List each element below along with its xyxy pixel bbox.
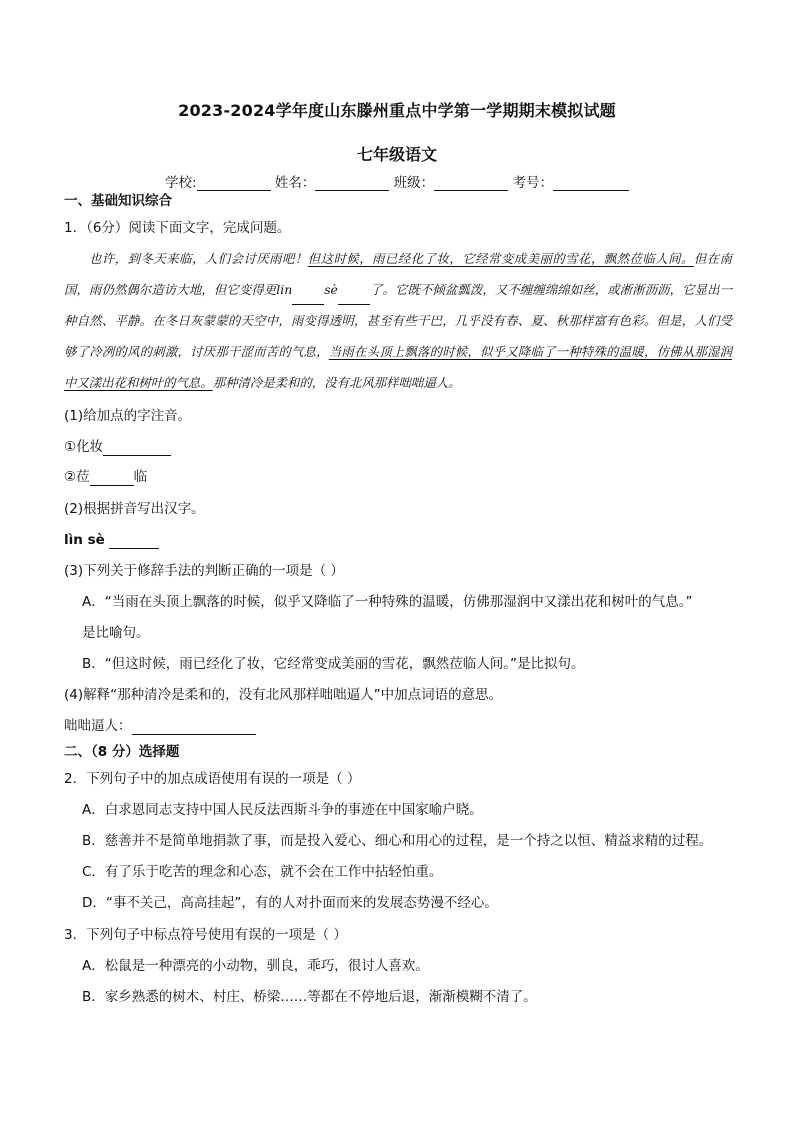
exam-no-label: 考号：	[512, 175, 553, 191]
sub-question-1: (1)给加点的字注音。	[64, 408, 192, 424]
q2-option-c[interactable]: C．有了乐于吃苦的理念和心态，就不会在工作中拈轻怕重。	[82, 864, 443, 880]
answer-blank[interactable]	[109, 534, 159, 549]
student-info-line	[0, 171, 794, 191]
school-label: 学校:	[165, 175, 197, 191]
name-blank[interactable]	[315, 176, 389, 191]
q2-stem: 2．下列句子中的加点成语使用有误的一项是（ ）	[64, 771, 361, 787]
q3-stem: 3．下列句子中标点符号使用有误的一项是（ ）	[64, 927, 347, 943]
school-blank[interactable]	[197, 176, 271, 191]
option-b[interactable]: B．“但这时候，雨已经化了妆，它经常变成美丽的雪花，飘然莅临人间。”是比拟句。	[82, 656, 585, 672]
pinyin-blank[interactable]	[338, 292, 370, 305]
q3-option-a[interactable]: A．松鼠是一种漂亮的小动物，驯良，乖巧，很讨人喜欢。	[82, 958, 429, 974]
q2-option-d[interactable]: D．“事不关己，高高挂起”，有的人对扑面而来的发展态势漫不经心。	[82, 895, 498, 911]
answer-blank[interactable]	[90, 471, 134, 486]
passage-text: 但在南国，雨仍然偶尔造访大地，但它变得更lin	[64, 251, 733, 297]
option-a[interactable]: A．“当雨在头顶上飘落的时候，似乎又降临了一种特殊的温暖，仿佛那湿润中又漾出花和树叶的气息。”	[82, 594, 693, 610]
sub1-b-label: ②莅	[64, 469, 90, 485]
sub-question-3: (3)下列关于修辞手法的判断正确的一项是（ ）	[64, 563, 344, 579]
passage-text: 了。它既不倾盆瓢泼，又不缠缠绵绵如丝，或淅淅沥沥，它显出一种自然、平静。在冬日灰蒙蒙的天空中，雨变得透明，甚至有些干巴，几乎没有春、夏、秋那样富有色彩。但是，人们受够了冷冽的风的刺激，讨厌那干涩而苦的气息，	[64, 282, 733, 359]
q2-option-a[interactable]: A．白求恩同志支持中国人民反法西斯斗争的事迹在中国家喻户晓。	[82, 802, 483, 818]
passage-underlined-sentence: 但这时候，雨已经化了妆，它经常变成美丽的雪花，飘然莅临人间。	[307, 251, 694, 266]
class-blank[interactable]	[434, 176, 508, 191]
sub1-item-a	[64, 438, 171, 456]
answer-blank[interactable]	[103, 441, 171, 456]
sub-question-2: (2)根据拼音写出汉字。	[64, 501, 205, 517]
sub1-a-label: ①化妆	[64, 439, 104, 455]
sub4-answer-line	[64, 717, 256, 735]
reading-passage	[64, 243, 732, 398]
passage-pinyin: sè	[324, 282, 338, 297]
q3-option-b[interactable]: B．家乡熟悉的树木、村庄、桥梁……等都在不停地后退，渐渐模糊不清了。	[82, 989, 537, 1005]
section1-heading: 一、基础知识综合	[64, 193, 172, 209]
q2-option-b[interactable]: B．慈善并不是简单地捐款了事，而是投入爱心、细心和用心的过程，是一个持之以恒、精益求精的过程。	[82, 833, 713, 849]
passage-text: 也许，到冬天来临，人们会讨厌雨吧！	[89, 251, 308, 266]
option-a-continued: 是比喻句。	[82, 625, 150, 641]
section2-heading: 二、（8 分）选择题	[64, 744, 180, 760]
class-label: 班级：	[393, 175, 435, 191]
sub-question-4: (4)解释“那种清冷是柔和的，没有北风那样咄咄逼人”中加点词语的意思。	[64, 687, 503, 703]
pinyin-blank[interactable]	[292, 292, 324, 305]
pinyin-prompt: lìn sè	[64, 532, 105, 548]
q1-stem: 1．（6分）阅读下面文字，完成问题。	[64, 220, 291, 236]
exam-title: 2023-2024学年度山东滕州重点中学第一学期期末模拟试题	[178, 101, 616, 120]
exam-no-blank[interactable]	[553, 176, 629, 191]
passage-underlined-sentence: 当雨在头顶上飘落的时候，似乎又降临了一种特殊的温暖，仿佛从那湿润中又漾出花和树叶的气息。	[64, 344, 732, 390]
exam-subtitle: 七年级语文	[356, 145, 437, 164]
sub4-answer-label: 咄咄逼人：	[64, 718, 132, 734]
sub1-item-b	[64, 468, 147, 486]
sub2-pinyin-line	[64, 531, 159, 549]
name-label: 姓名：	[274, 175, 316, 191]
passage-text: 那种清冷是柔和的，没有北风那样咄咄逼人。	[212, 375, 461, 390]
answer-blank[interactable]	[132, 720, 256, 735]
sub1-b-suffix: 临	[133, 469, 148, 485]
